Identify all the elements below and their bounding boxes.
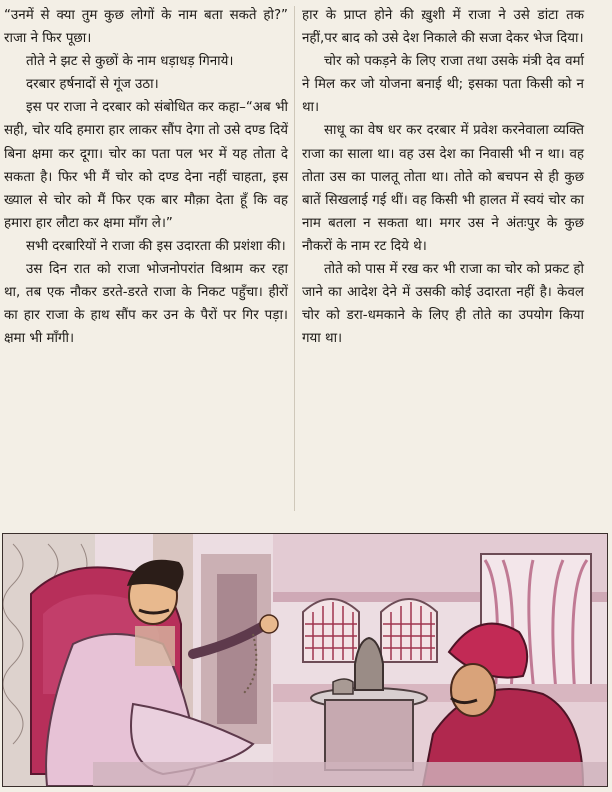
story-illustration (2, 533, 608, 787)
paragraph: “उनमें से क्या तुम कुछ लोगों के नाम बता सकते हो?” राजा ने फिर पूछा। (4, 8, 288, 47)
window-right (381, 599, 437, 662)
right-text-column (302, 4, 584, 350)
paragraph: हार के प्राप्त होने की ख़ुशी में राजा ने उसे डांटा तक नहीं,पर बाद को उसे देश निकाले की सजा देकर भेज दिया। (302, 8, 584, 47)
paragraph: चोर को पकड़ने के लिए राजा तथा उसके मंत्री देव वर्मा ने मिल कर जो योजना बनाई थी; इसका पता किसी को न था। (302, 54, 584, 116)
paragraph: साधू का वेष धर कर दरबार में प्रवेश करनेवाला व्यक्ति राजा का साला था। वह उस देश का निवासी भी न था। वह तोता उस का पालतू तोता था। तोते को बचपन से ही कुछ बातें सिखलाई गई थीं। वह किसी भी हालत में स्वयं चोर का नाम बतला न सकता था। मगर उस ने अंतःपुर के कुछ नौकरों के नाम रट दिये थे। (302, 123, 584, 254)
column-divider (294, 6, 295, 511)
paragraph: इस पर राजा ने दरबार को संबोधित कर कहा–“अब भी सही, चोर यदि हमारा हार लाकर सौंप देगा तो उसे दण्ड दियें बिना क्षमा कर दूगा। चोर का पता पल भर में यह तोता दे सकता है। फिर भी मैं चोर को दण्ड देना नहीं चाहता, इस ख्याल से चोर को मैं फिर एक बार मौक़ा देता हूँ कि वह हमारा हार लौटा कर क्षमा माँग ले।” (4, 100, 288, 231)
left-text-column (4, 4, 288, 350)
paragraph: दरबार हर्षनादों से गूंज उठा। (26, 77, 159, 93)
paragraph: उस दिन रात को राजा भोजनोपरांत विश्राम कर रहा था, तब एक नौकर डरते-डरते राजा के निकट पहुँचा। हीरों का हार राजा के हाथ सौंप कर उन के पैरों पर गिर पड़ा। क्षमा भी माँगी। (4, 262, 288, 347)
window-left (303, 599, 359, 662)
paragraph: सभी दरबारियों ने राजा की इस उदारता की प्रशंशा की। (26, 238, 286, 254)
king-and-servant-scene (3, 534, 607, 786)
paragraph: तोते ने झट से कुछों के नाम धड़ाधड़ गिनाये। (26, 54, 234, 70)
paragraph: तोते को पास में रख कर भी राजा का चोर को प्रकट हो जाने का आदेश देने में उसकी कोई उदारता नहीं है। केवल चोर को डरा-धमकाने के लिए ही तोते का उपयोग किया गया था। (302, 262, 584, 347)
